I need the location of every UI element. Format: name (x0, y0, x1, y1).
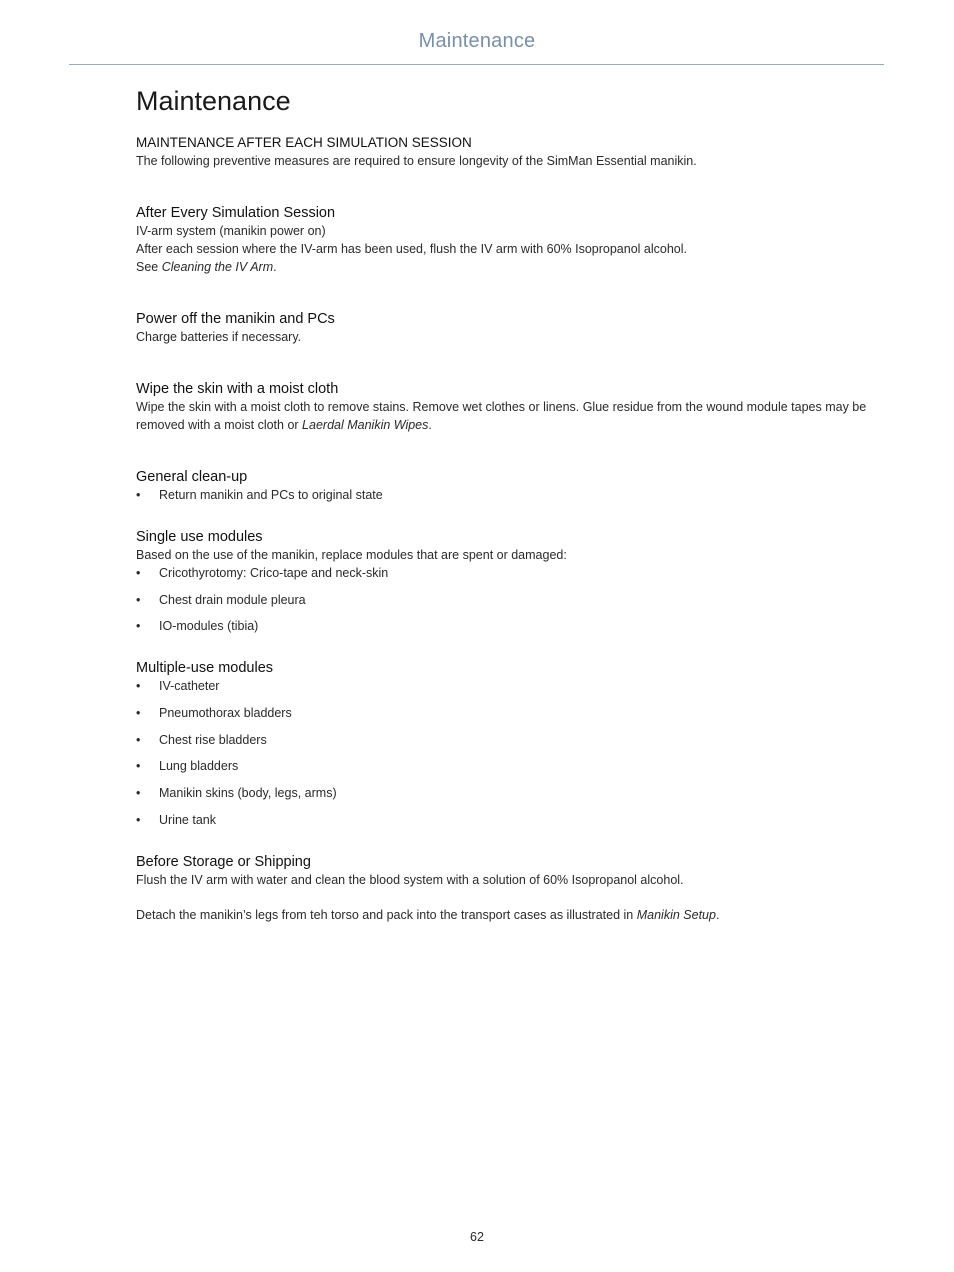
list-item: • Return manikin and PCs to original state (136, 488, 383, 502)
bullet-icon: • (136, 759, 141, 774)
bullet-icon: • (136, 706, 141, 721)
bullet-icon: • (136, 679, 141, 694)
bullet-icon: • (136, 566, 141, 580)
section-heading: General clean-up (136, 469, 248, 485)
text-suffix: . (715, 907, 720, 922)
section-heading: MAINTENANCE AFTER EACH SIMULATION SESSION (136, 135, 472, 150)
text-suffix: . (428, 418, 432, 432)
list-item: • IV-catheter (136, 679, 220, 694)
section-multiple-use-modules (136, 659, 888, 828)
section-heading: Wipe the skin with a moist cloth (136, 381, 339, 397)
section-wipe-skin (136, 380, 888, 434)
page-number: 62 (470, 1230, 484, 1244)
section-text: IV-arm system (manikin power on) (136, 224, 326, 238)
bullet-icon: • (136, 619, 141, 634)
text-suffix: . (273, 260, 277, 274)
bullet-icon: • (136, 732, 141, 747)
cross-reference-link[interactable]: Laerdal Manikin Wipes (302, 418, 429, 432)
cross-reference-link[interactable]: Manikin Setup (636, 907, 716, 922)
section-text (136, 398, 888, 434)
bullet-list (136, 486, 888, 504)
running-header: Maintenance (418, 30, 536, 52)
list-item: • IO-modules (tibia) (136, 619, 259, 634)
bullet-list (136, 677, 888, 828)
page-title: Maintenance (136, 86, 291, 116)
section-text (136, 906, 888, 924)
text-prefix: Detach the manikin’s legs from teh torso and pack into the transport cases as illustrated in (136, 907, 637, 922)
list-item: • Pneumothorax bladders (136, 706, 292, 721)
section-text: Flush the IV arm with water and clean the blood system with a solution of 60% Isopropanol alcohol. (136, 872, 684, 887)
section-heading: Before Storage or Shipping (136, 853, 311, 870)
section-text: Based on the use of the manikin, replace modules that are spent or damaged: (136, 548, 567, 562)
cross-reference-link[interactable]: Cleaning the IV Arm (161, 260, 274, 274)
list-item: • Urine tank (136, 812, 216, 827)
section-after-every-session (136, 204, 888, 276)
bullet-icon: • (136, 592, 141, 607)
section-text (136, 258, 888, 276)
section-heading: Single use modules (136, 529, 263, 545)
page-content (136, 84, 888, 924)
list-item: • Cricothyrotomy: Crico-tape and neck-skin (136, 566, 389, 580)
section-text: Charge batteries if necessary. (136, 330, 302, 344)
list-item: • Manikin skins (body, legs, arms) (136, 786, 337, 801)
section-heading: After Every Simulation Session (136, 205, 336, 221)
section-text: The following preventive measures are required to ensure longevity of the SimMan Essential manikin. (136, 154, 697, 168)
section-maintenance-after-session (136, 134, 888, 170)
text-prefix: Wipe the skin with a moist cloth to remove stains. Remove wet clothes or linens. Glue residue from the wound module tapes may be removed with a moist cloth or (136, 400, 867, 432)
list-item: • Chest drain module pleura (136, 592, 306, 607)
section-heading: Multiple-use modules (136, 660, 274, 677)
list-item: • Lung bladders (136, 759, 239, 774)
bullet-icon: • (136, 812, 141, 827)
section-power-off (136, 310, 888, 346)
section-text: After each session where the IV-arm has been used, flush the IV arm with 60% Isopropanol alcohol. (136, 242, 688, 256)
section-general-cleanup (136, 468, 888, 504)
header-divider (69, 64, 884, 65)
section-storage-shipping (136, 853, 888, 924)
section-heading: Power off the manikin and PCs (136, 311, 335, 327)
list-item: • Chest rise bladders (136, 732, 267, 747)
bullet-icon: • (136, 786, 141, 801)
bullet-list (136, 564, 888, 635)
section-single-use-modules (136, 528, 888, 635)
text-prefix: See (136, 260, 162, 274)
bullet-icon: • (136, 488, 141, 502)
